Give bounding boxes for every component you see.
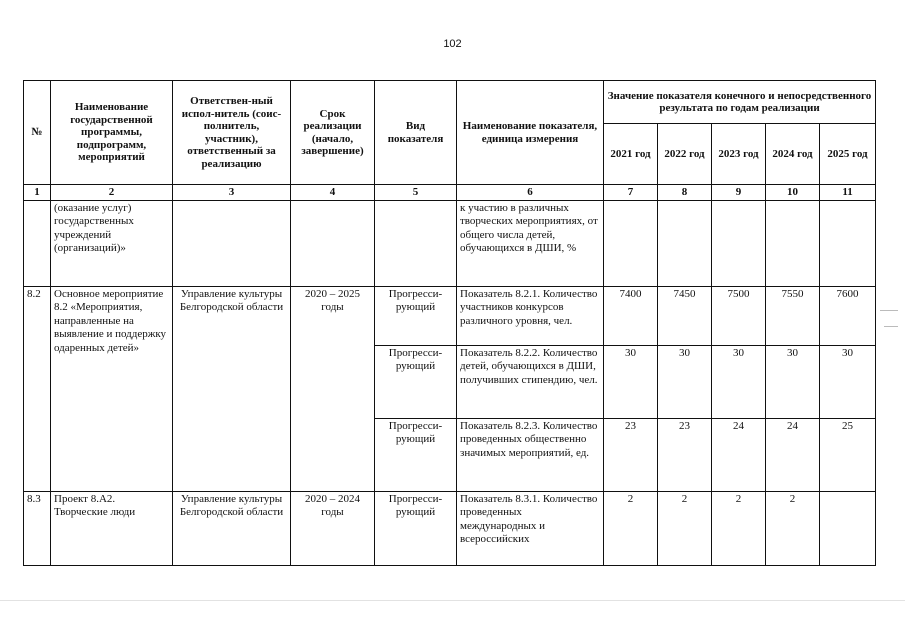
page-number: 102 (443, 38, 462, 50)
cell-value: 30 (712, 345, 766, 418)
header-year-2025: 2025 год (820, 124, 876, 185)
cell-value: 24 (766, 418, 820, 491)
cell-value (658, 200, 712, 286)
cell-type (375, 200, 457, 286)
cell-program: Проект 8.А2. Творческие люди (51, 491, 173, 565)
cell-executor (173, 200, 291, 286)
header-year-2022: 2022 год (658, 124, 712, 185)
header-values-group: Значение показателя конечного и непосредственного результата по годам реализации (604, 81, 876, 124)
cell-indicator: к участию в различных творческих мероприятиях, от общего числа детей, обучающихся в ДШИ, % (457, 200, 604, 286)
header-no: № (24, 81, 51, 185)
column-number: 8 (658, 185, 712, 201)
cell-value: 30 (604, 345, 658, 418)
header-period: Срок реализации (начало, завершение) (291, 81, 375, 185)
cell-value: 2 (766, 491, 820, 565)
cell-indicator: Показатель 8.2.3. Количество проведенных общественно значимых мероприятий, ед. (457, 418, 604, 491)
cell-value: 23 (604, 418, 658, 491)
cell-type: Прогресси-рующий (375, 491, 457, 565)
table-row-continuation (24, 200, 876, 286)
header-program: Наименование государственной программы, подпрограмм, мероприятий (51, 81, 173, 185)
header-year-2023: 2023 год (712, 124, 766, 185)
cell-indicator: Показатель 8.2.1. Количество участников конкурсов различного уровня, чел. (457, 286, 604, 345)
cell-value (604, 200, 658, 286)
column-number: 6 (457, 185, 604, 201)
cell-value: 30 (820, 345, 876, 418)
cell-no: 8.3 (24, 491, 51, 565)
cell-indicator: Показатель 8.2.2. Количество детей, обучающихся в ДШИ, получивших стипендию, чел. (457, 345, 604, 418)
cell-value: 30 (658, 345, 712, 418)
column-number: 10 (766, 185, 820, 201)
cell-type: Прогресси-рующий (375, 345, 457, 418)
scan-artifact (880, 310, 898, 311)
cell-value: 7550 (766, 286, 820, 345)
scan-artifact (884, 326, 898, 327)
cell-period: 2020 – 2025 годы (291, 286, 375, 491)
cell-value: 2 (658, 491, 712, 565)
cell-program: (оказание услуг) государственных учреждений (организаций)» (51, 200, 173, 286)
cell-value: 7500 (712, 286, 766, 345)
cell-value: 30 (766, 345, 820, 418)
cell-value: 2 (604, 491, 658, 565)
indicator-table (23, 80, 876, 566)
cell-value: 7600 (820, 286, 876, 345)
column-number: 3 (173, 185, 291, 201)
cell-executor: Управление культуры Белгородской области (173, 491, 291, 565)
column-number: 5 (375, 185, 457, 201)
cell-value (820, 491, 876, 565)
column-number-row (24, 185, 876, 201)
column-number: 1 (24, 185, 51, 201)
cell-value (820, 200, 876, 286)
column-number: 9 (712, 185, 766, 201)
cell-executor: Управление культуры Белгородской области (173, 286, 291, 491)
column-number: 7 (604, 185, 658, 201)
header-type: Вид показателя (375, 81, 457, 185)
column-number: 4 (291, 185, 375, 201)
cell-no: 8.2 (24, 286, 51, 491)
cell-value: 25 (820, 418, 876, 491)
cell-value: 23 (658, 418, 712, 491)
header-row-1 (24, 81, 876, 124)
cell-value (712, 200, 766, 286)
header-year-2024: 2024 год (766, 124, 820, 185)
table-row-8-3 (24, 491, 876, 565)
cell-indicator: Показатель 8.3.1. Количество проведенных международных и всероссийских (457, 491, 604, 565)
cell-program: Основное мероприятие 8.2 «Мероприятия, направленные на выявление и поддержку одаренных детей» (51, 286, 173, 491)
header-indicator: Наименование показателя, единица измерения (457, 81, 604, 185)
header-year-2021: 2021 год (604, 124, 658, 185)
column-number: 11 (820, 185, 876, 201)
cell-value (766, 200, 820, 286)
cell-value: 7450 (658, 286, 712, 345)
cell-type: Прогресси-рующий (375, 418, 457, 491)
cell-value: 24 (712, 418, 766, 491)
scan-artifact (0, 600, 905, 601)
cell-no (24, 200, 51, 286)
header-executor: Ответствен-ный испол-нитель (соис-полнитель, участник), ответственный за реализацию (173, 81, 291, 185)
cell-period: 2020 – 2024 годы (291, 491, 375, 565)
cell-period (291, 200, 375, 286)
cell-value: 2 (712, 491, 766, 565)
cell-value: 7400 (604, 286, 658, 345)
table-row-8-2-1 (24, 286, 876, 345)
column-number: 2 (51, 185, 173, 201)
cell-type: Прогресси-рующий (375, 286, 457, 345)
